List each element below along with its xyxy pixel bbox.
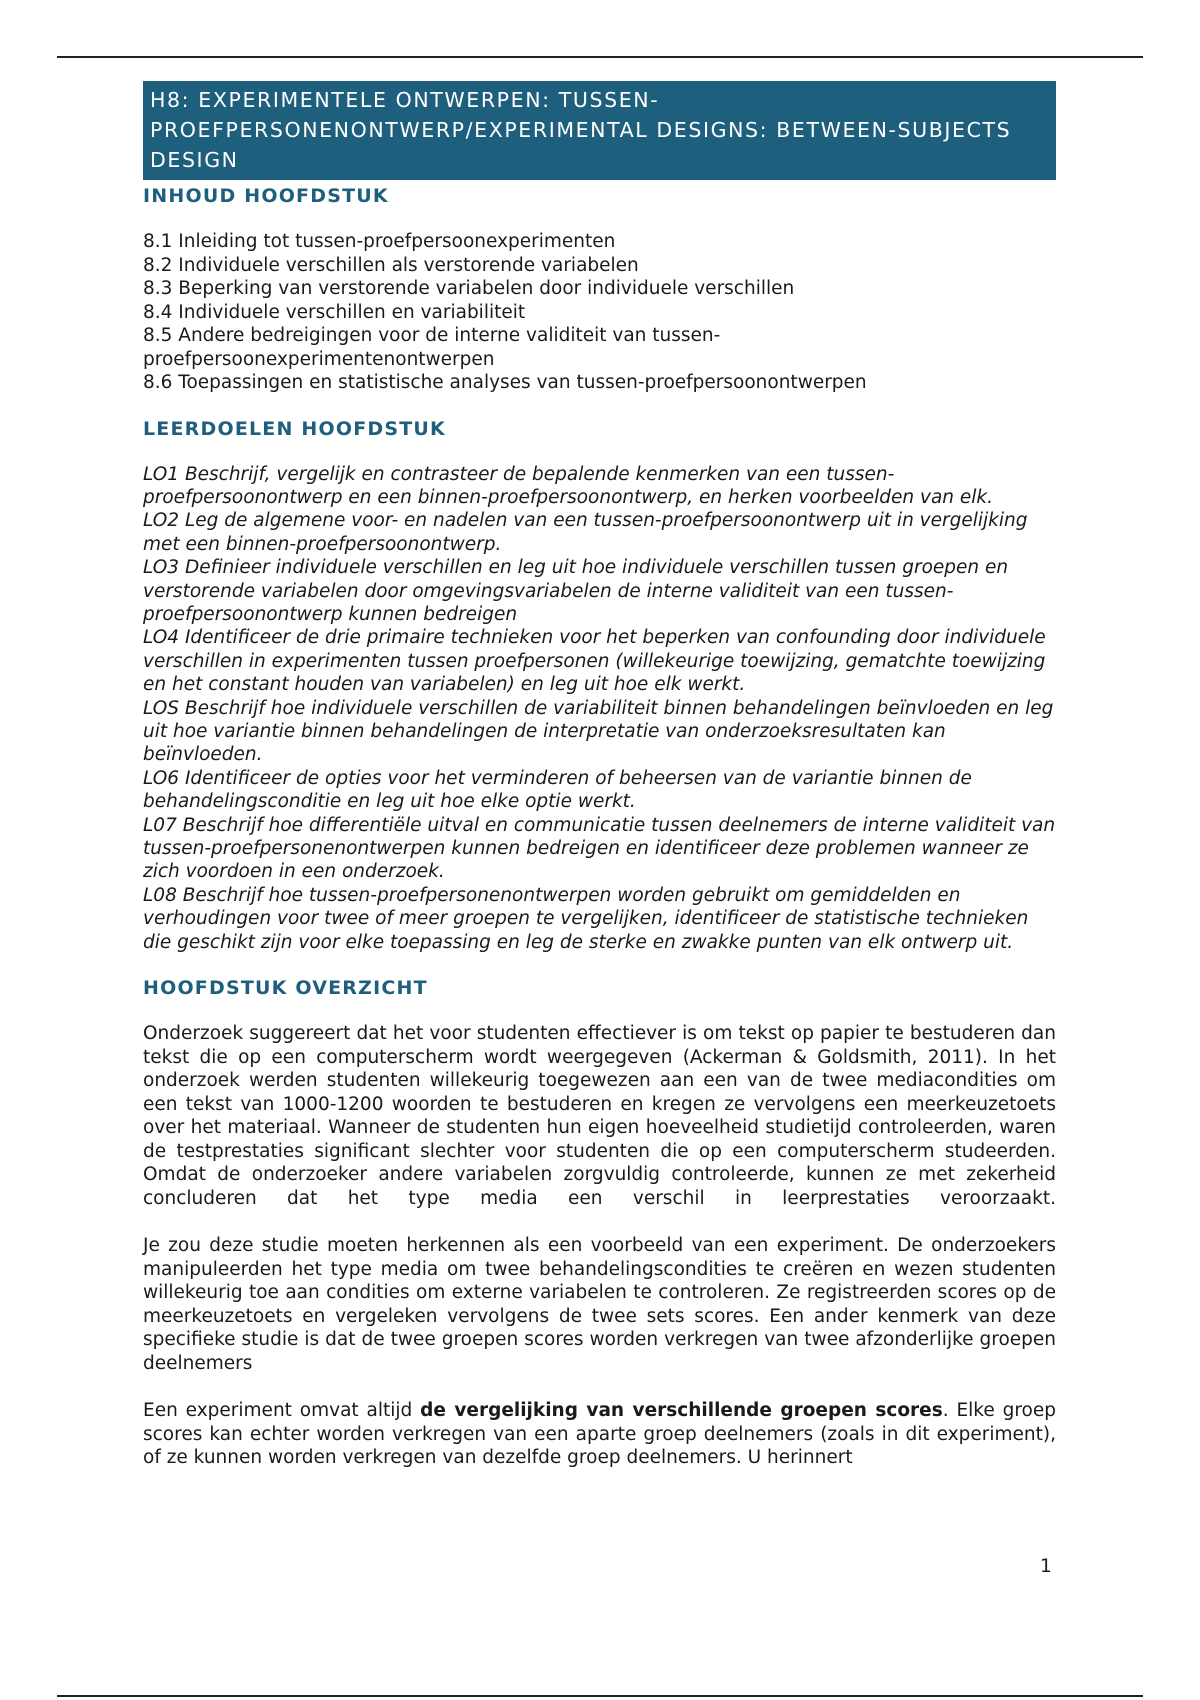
bottom-rule xyxy=(57,1695,1143,1697)
p3-text-start: Een experiment omvat altijd xyxy=(143,1400,421,1422)
contents-item: 8.2 Individuele verschillen als verstorende variabelen xyxy=(143,254,639,276)
top-rule xyxy=(57,56,1143,58)
p3-bold-phrase: de vergelijking van verschillende groepen scores xyxy=(420,1400,943,1422)
contents-item: 8.3 Beperking van verstorende variabelen door individuele verschillen xyxy=(143,278,795,299)
learning-goal-item: LO6 Identificeer de opties voor het verminderen of beheersen van de variantie binnen de behandelingsconditie en leg uit hoe elke optie werkt. xyxy=(143,767,972,813)
learning-goals-list xyxy=(143,463,1056,955)
contents-item: 8.1 Inleiding tot tussen-proefpersoonexperimenten xyxy=(143,231,616,252)
contents-list xyxy=(143,230,1056,395)
p3-text-end: . Elke groep scores kan echter worden verkregen van een aparte groep deelnemers (zoals in dit experiment), of ze kunnen worden verkregen van dezelfde groep deelnemers. U herinnert xyxy=(143,1400,1056,1469)
goals-heading: LEERDOELEN HOOFDSTUK xyxy=(143,417,446,440)
document-page xyxy=(143,81,1056,1470)
contents-item: 8.5 Andere bedreigingen voor de interne validiteit van tussen-proefpersoonexperimentenontwerpen xyxy=(143,325,721,370)
overview-paragraph-1: Onderzoek suggereert dat het voor studenten effectiever is om tekst op papier te bestuderen dan tekst die op een computerscherm wordt weergegeven (Ackerman & Goldsmith, 2011). In het onderzoek werden studenten willekeurig toegewezen aan een van de twee mediacondities om een tekst van 1000-1200 woorden te bestuderen en kregen ze vervolgens een meerkeuzetoets over het materiaal. Wanneer de studenten hun eigen hoeveelheid studietijd controleerden, waren de testprestaties significant slechter voor studenten die op een computerscherm studeerden. Omdat de onderzoeker andere variabelen zorgvuldig controleerde, kunnen ze met zekerheid concluderen dat het type media een verschil in leerprestaties veroorzaakt. xyxy=(143,1023,1056,1209)
contents-item: 8.4 Individuele verschillen en variabiliteit xyxy=(143,301,526,323)
learning-goal-item: LO3 Definieer individuele verschillen en leg uit hoe individuele verschillen tussen groepen en verstorende variabelen door omgevingsvariabelen de interne validiteit van een tussen-proefpersoonontwerp kunnen bedreigen xyxy=(143,557,1009,625)
contents-item: 8.6 Toepassingen en statistische analyses van tussen-proefpersoonontwerpen xyxy=(143,372,867,393)
learning-goal-item: LO1 Beschrijf, vergelijk en contrasteer de bepalende kenmerken van een tussen-proefpersoonontwerp en een binnen-proefpersoonontwerp, en herken voorbeelden van elk. xyxy=(143,463,993,508)
overview-heading: HOOFDSTUK OVERZICHT xyxy=(143,977,428,1000)
learning-goal-item: LO4 Identificeer de drie primaire technieken voor het beperken van confounding door individuele verschillen in experimenten tussen proefpersonen (willekeurige toewijzing, gematchte toewijzing en het constant houden van variabelen) en leg uit hoe elk werkt. xyxy=(143,627,1046,696)
contents-heading: INHOUD HOOFDSTUK xyxy=(143,185,389,207)
learning-goal-item: LO2 Leg de algemene voor- en nadelen van een tussen-proefpersoonontwerp uit in vergelijking met een binnen-proefpersoonontwerp. xyxy=(143,510,1028,555)
learning-goal-item: L07 Beschrijf hoe differentiële uitval en communicatie tussen deelnemers de interne validiteit van tussen-proefpersonenontwerpen kunnen bedreigen en identificeer deze problemen wanneer ze zich voordoen in een onderzoek. xyxy=(143,814,1056,883)
overview-paragraph-2: Je zou deze studie moeten herkennen als een voorbeeld van een experiment. De onderzoekers manipuleerden het type media om twee behandelingscondities te creëren en wezen studenten willekeurig toe aan condities om externe variabelen te controleren. Ze registreerden scores op de meerkeuzetoets en vergeleken vervolgens de twee sets scores. Een ander kenmerk van deze specifieke studie is dat de twee groepen scores worden verkregen van twee afzonderlijke groepen deelnemers xyxy=(143,1235,1056,1374)
learning-goal-item: LOS Beschrijf hoe individuele verschillen de variabiliteit binnen behandelingen beïnvloeden en leg uit hoe variantie binnen behandelingen de interpretatie van onderzoeksresultaten kan beïnvloeden. xyxy=(143,697,1054,766)
chapter-title: H8: EXPERIMENTELE ONTWERPEN: TUSSEN-PROEFPERSONENONTWERP/EXPERIMENTAL DESIGNS: BETWEEN-SUBJECTS DESIGN xyxy=(143,81,1056,180)
learning-goal-item: L08 Beschrijf hoe tussen-proefpersonenontwerpen worden gebruikt om gemiddelden en verhoudingen voor twee of meer groepen te vergelijken, identificeer de statistische technieken die geschikt zijn voor elke toepassing en leg de sterke en zwakke punten van elk ontwerp uit. xyxy=(143,884,1029,953)
overview-paragraph-3 xyxy=(143,1399,1056,1470)
page-number: 1 xyxy=(1040,1556,1052,1577)
